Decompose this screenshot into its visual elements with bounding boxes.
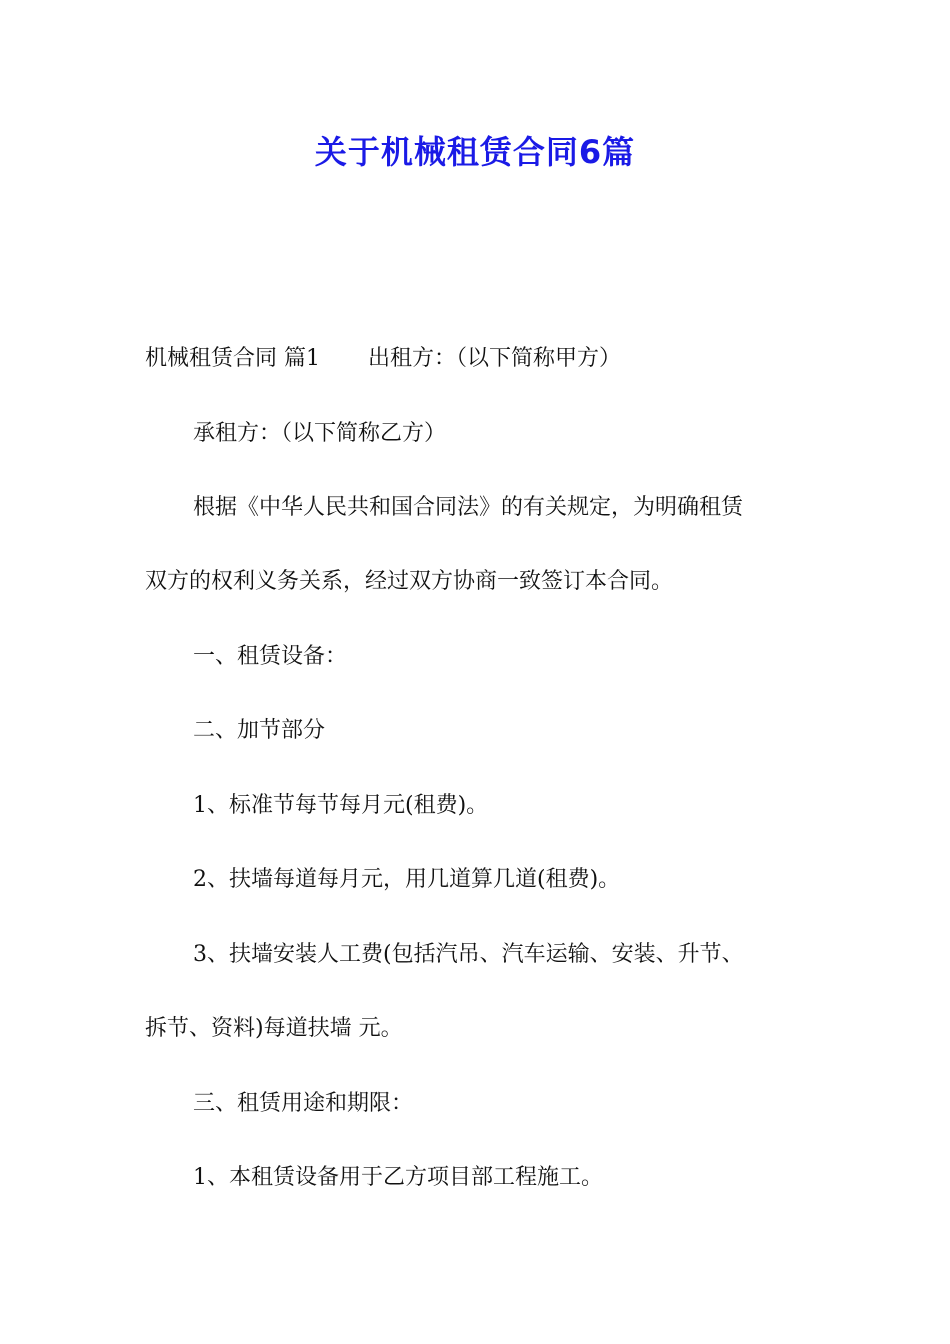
paragraph-line: 1、标准节每节每月元(租费)。 [193,793,489,818]
paragraph-line: 双方的权利义务关系，经过双方协商一致签订本合同。 [145,569,674,594]
paragraph-line: 1、本租赁设备用于乙方项目部工程施工。 [193,1165,603,1190]
paragraph-heading-line [145,343,810,375]
section-heading: 二、加节部分 [193,718,326,743]
paragraph-line: 3、扶墙安装人工费(包括汽吊、汽车运输、安装、升节、 [193,942,744,967]
paragraph-line: 拆节、资料)每道扶墙 元。 [145,1016,403,1041]
paragraph-line: 2、扶墙每道每月元，用几道算几道(租费)。 [193,867,621,892]
lessor-line: 出租方：（以下简称甲方） [368,346,622,371]
lessee-line: 承租方：（以下简称乙方） [193,421,447,446]
contract-heading: 机械租赁合同 篇1 [145,346,320,371]
document-title: 关于机械租赁合同6篇 [314,133,636,171]
section-heading: 一、租赁设备： [193,644,348,669]
paragraph-line: 根据《中华人民共和国合同法》的有关规定，为明确租赁 [193,495,744,520]
section-heading: 三、租赁用途和期限： [193,1091,414,1116]
